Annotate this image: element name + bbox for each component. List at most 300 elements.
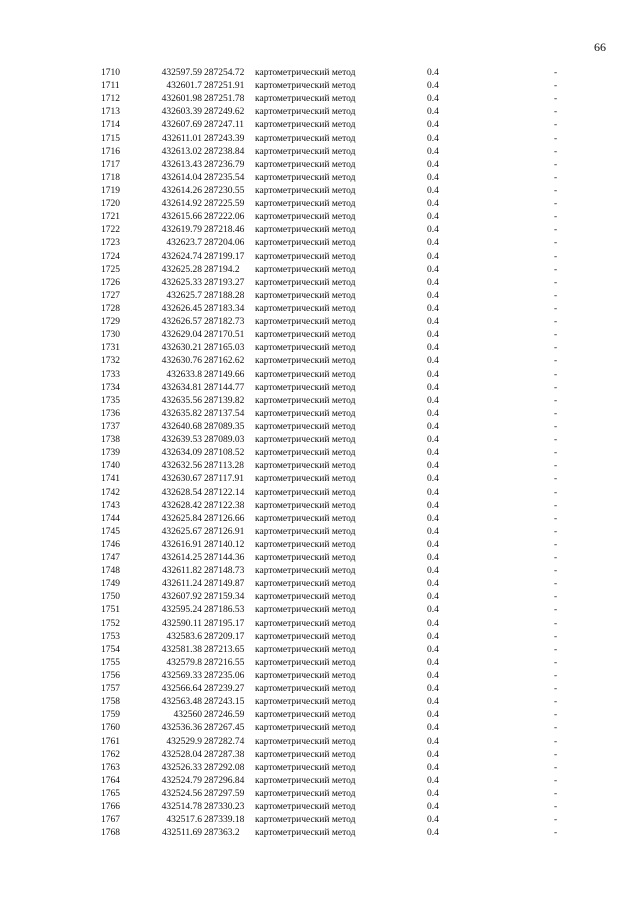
coordinate-x: 432614.25 [161,553,202,564]
method-label: картометрический метод [255,579,356,590]
coordinate-x: 432511.69 [161,828,202,839]
note-value: - [554,553,558,564]
note-value: - [554,120,558,131]
coordinate-x: 432603.39 [161,107,202,118]
coordinate-y: 287287.38 [204,749,245,760]
coordinate-x: 432614.92 [161,199,202,210]
coordinate-y: 287144.36 [204,553,245,564]
point-number: 1762 [101,749,120,760]
table-row [0,106,640,119]
accuracy-value: 0.4 [427,566,439,577]
point-number: 1760 [101,723,120,734]
method-label: картометрический метод [255,644,356,655]
accuracy-value: 0.4 [427,395,439,406]
table-row [0,198,640,211]
accuracy-value: 0.4 [427,684,439,695]
accuracy-value: 0.4 [427,172,439,183]
note-value: - [554,356,558,367]
accuracy-value: 0.4 [427,500,439,511]
coordinate-y: 287122.14 [204,487,245,498]
accuracy-value: 0.4 [427,487,439,498]
point-number: 1727 [101,290,120,301]
point-number: 1715 [101,133,120,144]
coordinate-y: 287238.84 [204,146,245,157]
method-label: картометрический метод [255,369,356,380]
table-row [0,552,640,565]
coordinate-y: 287140.12 [204,539,245,550]
accuracy-value: 0.4 [427,526,439,537]
table-row [0,159,640,172]
method-label: картометрический метод [255,133,356,144]
method-label: картометрический метод [255,815,356,826]
note-value: - [554,172,558,183]
note-value: - [554,225,558,236]
table-row [0,487,640,500]
point-number: 1719 [101,185,120,196]
coordinate-x: 432628.54 [161,487,202,498]
table-row [0,342,640,355]
table-row [0,224,640,237]
method-label: картометрический метод [255,330,356,341]
table-row [0,801,640,814]
table-row [0,237,640,250]
table-row [0,762,640,775]
method-label: картометрический метод [255,290,356,301]
coordinate-y: 287296.84 [204,775,245,786]
method-label: картометрический метод [255,264,356,275]
coordinate-y: 287144.77 [204,382,245,393]
coordinate-x: 432601.98 [161,94,202,105]
table-row [0,644,640,657]
method-label: картометрический метод [255,789,356,800]
point-number: 1734 [101,382,120,393]
coordinate-x: 432625.67 [161,526,202,537]
note-value: - [554,369,558,380]
coordinate-y: 287170.51 [204,330,245,341]
note-value: - [554,618,558,629]
coordinate-x: 432635.56 [161,395,202,406]
point-number: 1763 [101,762,120,773]
method-label: картометрический метод [255,775,356,786]
method-label: картометрический метод [255,474,356,485]
coordinate-x: 432613.02 [161,146,202,157]
accuracy-value: 0.4 [427,736,439,747]
coordinate-y: 287194.2 [204,264,240,275]
point-number: 1726 [101,277,120,288]
method-label: картометрический метод [255,566,356,577]
point-number: 1723 [101,238,120,249]
accuracy-value: 0.4 [427,762,439,773]
table-row [0,329,640,342]
coordinate-y: 287292.08 [204,762,245,773]
coordinate-x: 432560 [173,710,202,721]
method-label: картометрический метод [255,120,356,131]
note-value: - [554,684,558,695]
accuracy-value: 0.4 [427,618,439,629]
coordinate-x: 432624.74 [161,251,202,262]
method-label: картометрический метод [255,107,356,118]
table-row [0,827,640,840]
accuracy-value: 0.4 [427,68,439,78]
method-label: картометрический метод [255,631,356,642]
table-row [0,618,640,631]
method-label: картометрический метод [255,828,356,839]
method-label: картометрический метод [255,238,356,249]
table-row [0,119,640,132]
method-label: картометрический метод [255,513,356,524]
point-number: 1743 [101,500,120,511]
accuracy-value: 0.4 [427,631,439,642]
note-value: - [554,421,558,432]
accuracy-value: 0.4 [427,382,439,393]
method-label: картометрический метод [255,697,356,708]
point-number: 1733 [101,369,120,380]
note-value: - [554,277,558,288]
table-row [0,696,640,709]
accuracy-value: 0.4 [427,120,439,131]
coordinate-y: 287089.03 [204,435,245,446]
coordinate-x: 432529.9 [166,736,202,747]
note-value: - [554,500,558,511]
note-value: - [554,251,558,262]
accuracy-value: 0.4 [427,277,439,288]
point-number: 1759 [101,710,120,721]
accuracy-value: 0.4 [427,225,439,236]
coordinate-y: 287149.87 [204,579,245,590]
coordinate-x: 432625.28 [161,264,202,275]
note-value: - [554,81,558,92]
method-label: картометрический метод [255,225,356,236]
accuracy-value: 0.4 [427,579,439,590]
method-label: картометрический метод [255,749,356,760]
note-value: - [554,815,558,826]
table-row [0,93,640,106]
coordinate-y: 287193.27 [204,277,245,288]
point-number: 1732 [101,356,120,367]
table-row [0,473,640,486]
note-value: - [554,592,558,603]
accuracy-value: 0.4 [427,133,439,144]
point-number: 1740 [101,461,120,472]
method-label: картометрический метод [255,671,356,682]
method-label: картометрический метод [255,435,356,446]
accuracy-value: 0.4 [427,828,439,839]
point-number: 1756 [101,671,120,682]
table-row [0,421,640,434]
accuracy-value: 0.4 [427,251,439,262]
point-number: 1711 [101,81,120,92]
accuracy-value: 0.4 [427,697,439,708]
table-row [0,788,640,801]
accuracy-value: 0.4 [427,408,439,419]
table-row [0,251,640,264]
note-value: - [554,461,558,472]
coordinate-x: 432517.6 [166,815,202,826]
table-row [0,316,640,329]
table-row [0,578,640,591]
method-label: картометрический метод [255,303,356,314]
method-label: картометрический метод [255,526,356,537]
coordinate-x: 432615.66 [161,212,202,223]
note-value: - [554,723,558,734]
point-number: 1753 [101,631,120,642]
table-row [0,526,640,539]
coordinate-x: 432623.7 [166,238,202,249]
point-number: 1739 [101,448,120,459]
method-label: картометрический метод [255,736,356,747]
note-value: - [554,644,558,655]
coordinate-y: 287162.62 [204,356,245,367]
coordinate-y: 287246.59 [204,710,245,721]
accuracy-value: 0.4 [427,185,439,196]
accuracy-value: 0.4 [427,435,439,446]
accuracy-value: 0.4 [427,539,439,550]
table-row [0,657,640,670]
note-value: - [554,828,558,839]
method-label: картометрический метод [255,251,356,262]
note-value: - [554,671,558,682]
coordinate-y: 287222.06 [204,212,245,223]
coordinate-x: 432640.68 [161,421,202,432]
coordinate-x: 432616.91 [161,539,202,550]
coordinate-y: 287297.59 [204,789,245,800]
accuracy-value: 0.4 [427,199,439,210]
table-row [0,382,640,395]
table-row [0,303,640,316]
coordinate-x: 432563.48 [161,697,202,708]
coordinate-y: 287209.17 [204,631,245,642]
coordinate-y: 287339.18 [204,815,245,826]
point-number: 1710 [101,68,120,78]
method-label: картометрический метод [255,68,356,78]
note-value: - [554,513,558,524]
coordinate-y: 287225.59 [204,199,245,210]
method-label: картометрический метод [255,618,356,629]
note-value: - [554,238,558,249]
point-number: 1725 [101,264,120,275]
method-label: картометрический метод [255,592,356,603]
method-label: картометрический метод [255,553,356,564]
point-number: 1714 [101,120,120,131]
accuracy-value: 0.4 [427,749,439,760]
table-row [0,211,640,224]
table-row [0,500,640,513]
point-number: 1742 [101,487,120,498]
method-label: картометрический метод [255,657,356,668]
coordinate-x: 432634.09 [161,448,202,459]
coordinate-x: 432630.67 [161,474,202,485]
point-number: 1729 [101,317,120,328]
point-number: 1768 [101,828,120,839]
coordinate-y: 287182.73 [204,317,245,328]
note-value: - [554,697,558,708]
point-number: 1750 [101,592,120,603]
accuracy-value: 0.4 [427,513,439,524]
accuracy-value: 0.4 [427,592,439,603]
coordinate-y: 287126.91 [204,526,245,537]
note-value: - [554,802,558,813]
point-number: 1748 [101,566,120,577]
point-number: 1716 [101,146,120,157]
note-value: - [554,303,558,314]
method-label: картометрический метод [255,94,356,105]
point-number: 1735 [101,395,120,406]
accuracy-value: 0.4 [427,81,439,92]
point-number: 1712 [101,94,120,105]
note-value: - [554,395,558,406]
table-row [0,736,640,749]
point-number: 1738 [101,435,120,446]
table-row [0,814,640,827]
coordinate-x: 432514.78 [161,802,202,813]
coordinate-y: 287117.91 [204,474,245,485]
coordinate-x: 432626.45 [161,303,202,314]
method-label: картометрический метод [255,172,356,183]
method-label: картометрический метод [255,199,356,210]
method-label: картометрический метод [255,802,356,813]
coordinate-y: 287235.06 [204,671,245,682]
page-number: 66 [594,40,606,54]
method-label: картометрический метод [255,185,356,196]
method-label: картометрический метод [255,500,356,511]
coordinate-x: 432611.01 [161,133,202,144]
accuracy-value: 0.4 [427,775,439,786]
note-value: - [554,199,558,210]
table-row [0,447,640,460]
note-value: - [554,566,558,577]
point-number: 1767 [101,815,120,826]
point-number: 1722 [101,225,120,236]
method-label: картометрический метод [255,723,356,734]
coordinate-y: 287216.55 [204,657,245,668]
point-number: 1718 [101,172,120,183]
accuracy-value: 0.4 [427,369,439,380]
table-row [0,67,640,80]
coordinate-x: 432629.04 [161,330,202,341]
coordinate-y: 287213.65 [204,644,245,655]
coordinate-y: 287239.27 [204,684,245,695]
point-number: 1720 [101,199,120,210]
accuracy-value: 0.4 [427,815,439,826]
note-value: - [554,133,558,144]
point-number: 1721 [101,212,120,223]
coordinate-x: 432635.82 [161,408,202,419]
method-label: картометрический метод [255,539,356,550]
point-number: 1755 [101,657,120,668]
coordinate-y: 287363.2 [204,828,240,839]
point-number: 1747 [101,553,120,564]
point-number: 1751 [101,605,120,616]
note-value: - [554,526,558,537]
table-row [0,539,640,552]
accuracy-value: 0.4 [427,657,439,668]
coordinate-y: 287183.34 [204,303,245,314]
coordinate-x: 432581.38 [161,644,202,655]
method-label: картометрический метод [255,448,356,459]
coordinate-y: 287159.34 [204,592,245,603]
coordinate-x: 432526.33 [161,762,202,773]
method-label: картометрический метод [255,605,356,616]
coordinate-x: 432569.33 [161,671,202,682]
coordinate-x: 432566.64 [161,684,202,695]
table-row [0,722,640,735]
point-number: 1752 [101,618,120,629]
point-number: 1766 [101,802,120,813]
coordinate-x: 432524.56 [161,789,202,800]
coordinate-x: 432597.59 [161,68,202,78]
method-label: картометрический метод [255,159,356,170]
table-row [0,369,640,382]
coordinate-x: 432595.24 [161,605,202,616]
method-label: картометрический метод [255,81,356,92]
accuracy-value: 0.4 [427,474,439,485]
note-value: - [554,710,558,721]
note-value: - [554,474,558,485]
note-value: - [554,605,558,616]
note-value: - [554,146,558,157]
table-row [0,460,640,473]
accuracy-value: 0.4 [427,343,439,354]
accuracy-value: 0.4 [427,146,439,157]
method-label: картометрический метод [255,382,356,393]
coordinate-x: 432528.04 [161,749,202,760]
accuracy-value: 0.4 [427,553,439,564]
accuracy-value: 0.4 [427,789,439,800]
coordinate-y: 287148.73 [204,566,245,577]
method-label: картометрический метод [255,461,356,472]
coordinate-x: 432628.42 [161,500,202,511]
coordinate-x: 432625.84 [161,513,202,524]
table-row [0,683,640,696]
coordinate-y: 287254.72 [204,68,245,78]
method-label: картометрический метод [255,710,356,721]
coordinate-y: 287218.46 [204,225,245,236]
method-label: картометрический метод [255,317,356,328]
coordinate-x: 432613.43 [161,159,202,170]
accuracy-value: 0.4 [427,802,439,813]
table-row [0,709,640,722]
table-row [0,591,640,604]
accuracy-value: 0.4 [427,710,439,721]
table-row [0,631,640,644]
accuracy-value: 0.4 [427,317,439,328]
table-row [0,395,640,408]
method-label: картометрический метод [255,212,356,223]
table-row [0,277,640,290]
coordinate-x: 432524.79 [161,775,202,786]
table-row [0,775,640,788]
coordinate-x: 432611.82 [161,566,202,577]
coordinate-y: 287282.74 [204,736,245,747]
accuracy-value: 0.4 [427,421,439,432]
point-number: 1731 [101,343,120,354]
coordinate-x: 432601.7 [166,81,202,92]
table-row [0,80,640,93]
accuracy-value: 0.4 [427,303,439,314]
point-number: 1730 [101,330,120,341]
coordinate-x: 432639.53 [161,435,202,446]
coordinate-x: 432633.8 [166,369,202,380]
note-value: - [554,212,558,223]
point-number: 1764 [101,775,120,786]
coordinate-x: 432625.7 [166,290,202,301]
table-row [0,565,640,578]
coordinate-y: 287149.66 [204,369,245,380]
coordinate-y: 287199.17 [204,251,245,262]
point-number: 1737 [101,421,120,432]
note-value: - [554,657,558,668]
note-value: - [554,749,558,760]
